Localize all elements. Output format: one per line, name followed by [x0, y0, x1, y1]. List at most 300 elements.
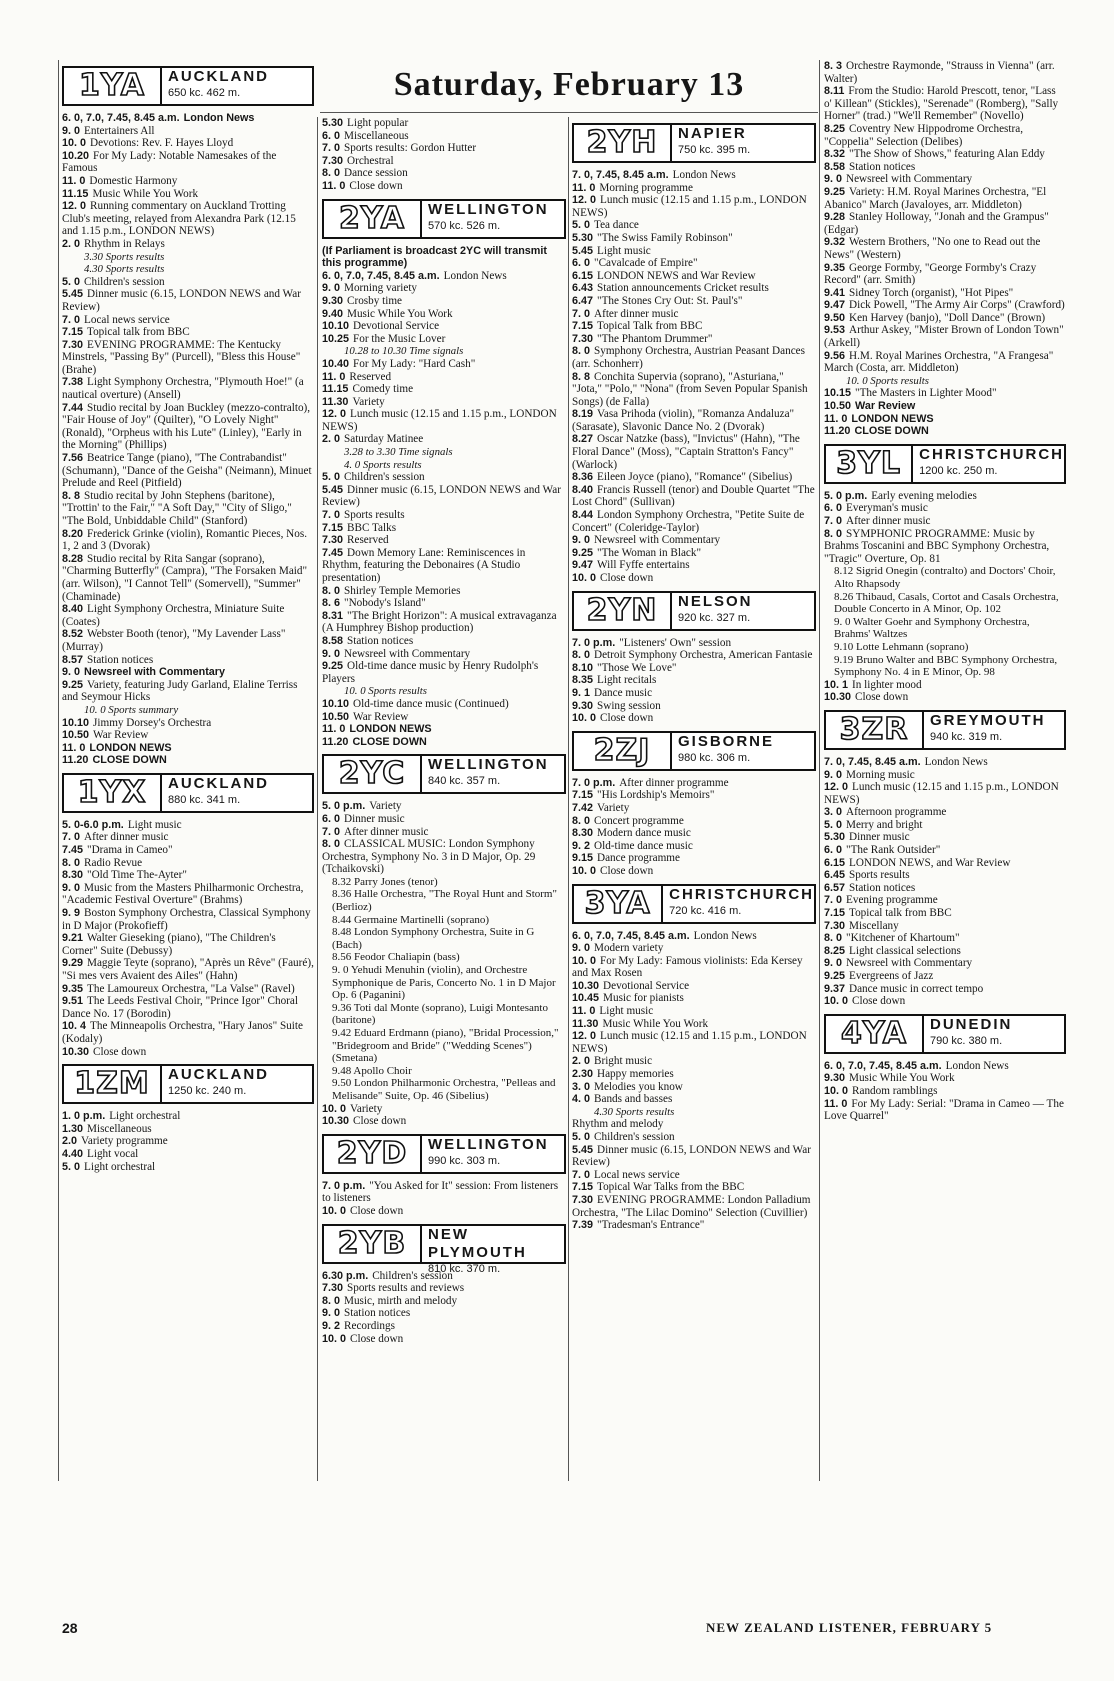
program-time: 5. 0 — [322, 471, 341, 484]
program-description: Morning music — [846, 768, 915, 781]
station-frequency: 720 kc. 416 m. — [669, 904, 742, 917]
program-description: Dance music — [594, 686, 653, 699]
station-info — [162, 68, 312, 104]
program-description: Topical talk from BBC — [87, 326, 190, 339]
program-item — [62, 200, 314, 238]
program-item — [824, 1085, 1066, 1098]
program-description: "The Rank Outsider" — [846, 844, 941, 857]
program-description: (If Parliament is broadcast 2YC will transmit this programme) — [322, 244, 548, 270]
program-item — [824, 769, 1066, 782]
program-time: 9.51 — [62, 995, 84, 1008]
program-time: 11. 0 — [62, 174, 86, 187]
program-description: Music While You Work — [602, 1017, 709, 1030]
program-description: London News — [945, 1059, 1009, 1072]
program-description: Music for pianists — [603, 992, 684, 1005]
program-item — [62, 490, 314, 528]
program-item — [62, 754, 314, 767]
program-item — [62, 288, 314, 313]
program-time: 10.10 — [322, 320, 350, 333]
program-description: Light music — [127, 818, 182, 831]
program-time: 7.42 — [572, 801, 594, 814]
program-item — [824, 262, 1066, 287]
program-time: 9. 0 — [62, 881, 81, 894]
sub-item: 9. 0 Walter Goehr and Symphony Orchestra, Brahms' Waltzes — [834, 615, 1030, 641]
program-time: 5.30 — [572, 231, 594, 244]
program-time: 9.37 — [824, 982, 846, 995]
program-time: 9. 2 — [572, 839, 591, 852]
program-description: Sports results — [849, 869, 910, 882]
program-item — [62, 112, 314, 125]
program-item — [824, 844, 1066, 857]
program-description: "Nobody's Island" — [344, 597, 426, 610]
station-frequency: 790 kc. 380 m. — [930, 1034, 1003, 1047]
program-item — [824, 869, 1066, 882]
program-time: 9. 0 — [824, 173, 843, 186]
program-item — [62, 1123, 314, 1136]
program-time: 10.30 — [322, 1115, 350, 1128]
program-description: Sports results — [344, 509, 405, 522]
program-description: Modern dance music — [597, 827, 691, 840]
program-description: Melodies you know — [594, 1080, 683, 1093]
program-description: Old-time dance music (Continued) — [353, 697, 509, 710]
program-time: 11. 0 — [824, 412, 848, 425]
program-item — [572, 1055, 816, 1068]
station-info — [162, 775, 312, 811]
station-header — [824, 710, 1066, 750]
program-item — [322, 117, 566, 130]
program-item — [572, 245, 816, 258]
program-item — [572, 1030, 816, 1055]
program-description: Lunch music (12.15 and 1.15 p.m., LONDON NEWS) — [322, 408, 557, 433]
program-item — [572, 1194, 816, 1219]
program-time: 7.56 — [62, 452, 84, 465]
program-time: 8.11 — [824, 85, 845, 98]
program-item — [322, 167, 566, 180]
program-time: 9. 0 — [322, 1307, 341, 1320]
program-item — [62, 603, 314, 628]
program-time: 6. 0 — [322, 812, 341, 825]
program-item — [824, 819, 1066, 832]
station-info — [162, 1066, 312, 1102]
program-description: Studio recital by Joan Buckley (mezzo-contralto), "Fair House of Joy" (Quilter), "O Lovely Night" (Ronald), "Orpheus with his Lute" (Linley), "Early in the Morning" (Phillips) — [62, 401, 311, 452]
program-item — [824, 211, 1066, 236]
program-item — [824, 299, 1066, 312]
program-description: Concert programme — [594, 814, 684, 827]
program-item — [62, 137, 314, 150]
program-time: 6.30 p.m. — [322, 1269, 369, 1282]
program-item — [322, 826, 566, 839]
program-description: Detroit Symphony Orchestra, American Fantasie — [594, 649, 813, 662]
program-time: 10. 0 — [322, 1204, 347, 1217]
program-time: 8. 0 — [824, 527, 843, 540]
program-description: Studio recital by John Stephens (baritone), "Trottin' to the Fair," "A Soft Day," "City of Sligo," "The Bold, Unbiddable Child" (Stanford) — [62, 489, 292, 527]
program-description: Francis Russell (tenor) and Double Quartet "The Lost Chord" (Sullivan) — [572, 483, 815, 509]
program-item — [824, 957, 1066, 970]
program-time: 8. 6 — [322, 597, 341, 610]
program-description: Close down — [855, 691, 909, 704]
program-description: Stanley Holloway, "Jonah and the Grampus" (Edgar) — [824, 211, 1049, 236]
program-time: 9.32 — [824, 236, 846, 249]
program-description: The Lamoureux Orchestra, "La Valse" (Ravel) — [87, 982, 295, 995]
program-time: 7.15 — [572, 320, 594, 333]
station-frequency: 990 kc. 303 m. — [428, 1154, 501, 1167]
program-time: 8.44 — [572, 509, 594, 522]
program-description: Close down — [600, 712, 654, 725]
program-time: 9.47 — [824, 299, 846, 312]
program-time: 7. 0 — [62, 313, 81, 326]
program-time: 6. 0 — [572, 257, 591, 270]
program-item — [62, 932, 314, 957]
sub-item: 8.32 Parry Jones (tenor) — [332, 875, 438, 888]
station-header — [824, 444, 1066, 484]
program-item — [322, 180, 566, 193]
program-time: 6.45 — [824, 869, 846, 882]
program-description: For My Lady: Famous violinists: Eda Kersey and Max Rosen — [572, 954, 803, 980]
program-time: 7.15 — [824, 907, 846, 920]
program-description: Vasa Prihoda (violin), "Romanza Andaluza" (Sarasate), Slavonic Dance No. 2 (Dvorak) — [572, 408, 795, 433]
program-description: Newsreel with Commentary — [846, 957, 973, 970]
program-description: LONDON NEWS, and War Review — [849, 856, 1011, 869]
program-item — [322, 838, 566, 876]
program-description: Close down — [93, 1045, 147, 1058]
program-description: Domestic Harmony — [89, 174, 178, 187]
program-item — [322, 270, 566, 283]
program-time: 7.30 — [322, 154, 344, 167]
program-time: 11. 0 — [62, 741, 86, 754]
program-time: 11.20 — [824, 425, 851, 438]
program-description: London News — [183, 112, 255, 124]
program-description: Walter Gieseking (piano), "The Children's Corner" Suite (Debussy) — [62, 932, 276, 957]
program-item — [322, 1103, 566, 1116]
program-time: 9. 2 — [322, 1319, 341, 1332]
station-city: WELLINGTON — [428, 1135, 549, 1153]
program-description: Light vocal — [87, 1147, 139, 1160]
program-description: Shirley Temple Memories — [344, 584, 461, 597]
program-item — [62, 238, 314, 251]
program-item — [824, 236, 1066, 261]
program-item — [572, 980, 816, 993]
program-item — [572, 572, 816, 585]
program-description: From the Studio: Harold Prescott, tenor, "Lass o' Killean" (Stickles), "Serenade" (Romberg), "Sally Horner" (trad.) "We'll Remember" (Novello) — [824, 85, 1059, 123]
program-time: 10. 0 — [62, 137, 87, 150]
program-item — [62, 188, 314, 201]
program-item — [824, 920, 1066, 933]
program-item — [572, 1219, 816, 1232]
program-time: 6. 0, 7.0, 7.45, 8.45 a.m. — [62, 112, 180, 124]
program-item — [62, 276, 314, 289]
program-item — [824, 287, 1066, 300]
program-description: Miscellany — [849, 919, 899, 932]
program-time: 8.36 — [572, 471, 594, 484]
program-item — [572, 1018, 816, 1031]
program-description: Beatrice Tange (piano), "The Contrabandist" (Schumann), "Dance of the Geisha" (Neimann), Minuet Prelude and Reel (Pitfield) — [62, 452, 312, 490]
program-time: 7.39 — [572, 1219, 594, 1232]
program-item — [572, 1081, 816, 1094]
program-item — [62, 831, 314, 844]
program-time: 7. 0 p.m. — [322, 1179, 366, 1192]
station-info — [422, 1225, 564, 1275]
sports-note: 3.30 Sports results — [84, 250, 165, 263]
page-title: Saturday, February 13 — [393, 66, 745, 103]
program-description: "The Bright Horizon": A musical extravaganza (A Humphrey Bishop production) — [322, 609, 557, 635]
program-item — [572, 194, 816, 219]
program-item — [572, 649, 816, 662]
program-time: 9. 9 — [62, 907, 81, 920]
program-description: "Tradesman's Entrance" — [597, 1219, 705, 1232]
program-time: 8. 8 — [572, 370, 591, 383]
program-time: 9.56 — [824, 349, 846, 362]
program-item — [322, 295, 566, 308]
program-item — [62, 326, 314, 339]
program-time: 6.57 — [824, 881, 846, 894]
program-description: After dinner programme — [619, 776, 729, 789]
program-time: 8.32 — [824, 148, 846, 161]
program-time: 7. 0 — [572, 1168, 591, 1181]
program-time: 8.20 — [62, 527, 84, 540]
program-description: Reserved — [349, 370, 392, 383]
station-call-sign: 1YX — [64, 775, 162, 811]
station-header — [322, 199, 566, 239]
program-description: Symphony Orchestra, Austrian Peasant Dances (arr. Schonherr) — [572, 345, 805, 370]
program-time: 10. 0 — [322, 1102, 347, 1115]
program-item — [322, 358, 566, 371]
program-time: 12. 0 — [572, 194, 597, 207]
program-time: 7.15 — [62, 326, 84, 339]
program-time: 2. 0 — [572, 1055, 591, 1068]
program-time: 8.35 — [572, 674, 594, 687]
station-info — [672, 125, 814, 161]
program-description: "The Woman in Black" — [597, 546, 702, 559]
program-description: For the Music Lover — [353, 332, 446, 345]
station-city: DUNEDIN — [930, 1015, 1013, 1033]
program-time: 5.45 — [572, 244, 594, 257]
program-item — [62, 844, 314, 857]
program-description: Close down — [852, 995, 906, 1008]
program-description: "Old Time The-Ayter" — [87, 869, 187, 882]
program-time: 7.45 — [322, 546, 344, 559]
program-description: Station notices — [347, 634, 414, 647]
program-time: 8.58 — [824, 160, 846, 173]
program-time: 7. 0 — [322, 509, 341, 522]
program-description: The Leeds Festival Choir, "Prince Igor" Choral Dance No. 17 (Borodin) — [62, 995, 298, 1020]
program-time: 7.30 — [572, 1193, 594, 1206]
program-item — [62, 1148, 314, 1161]
program-description: Variety programme — [81, 1135, 168, 1148]
program-item — [572, 320, 816, 333]
program-item — [572, 992, 816, 1005]
program-item — [62, 983, 314, 996]
program-time: 8. 0 — [572, 649, 591, 662]
program-description: SYMPHONIC PROGRAMME: Music by Brahms Toscanini and BBC Symphony Orchestra, "Tragic" Overture, Op. 81 — [824, 527, 1050, 565]
program-description: Devotional Service — [603, 979, 690, 992]
program-description: Light popular — [347, 117, 409, 129]
program-time: 6.43 — [572, 282, 594, 295]
program-description: "Those We Love" — [597, 661, 677, 674]
program-item — [322, 597, 566, 610]
program-time: 11.20 — [322, 735, 349, 748]
program-description: Old-time dance music by Henry Rudolph's Players — [322, 660, 539, 685]
station-info — [422, 756, 564, 792]
program-time: 7. 0 p.m. — [572, 776, 616, 789]
program-description: CLOSE DOWN — [352, 735, 427, 748]
program-time: 6. 0, 7.0, 7.45, 8.45 a.m. — [824, 1059, 942, 1072]
program-time: 7. 0 — [824, 894, 843, 907]
program-description: Entertainers All — [84, 124, 155, 137]
program-time: 2. 0 — [62, 237, 81, 250]
station-city: WELLINGTON — [428, 200, 549, 218]
program-item — [322, 484, 566, 509]
program-item — [824, 781, 1066, 806]
program-item — [322, 155, 566, 168]
program-description: Western Brothers, "No one to Read out the News" (Western) — [824, 236, 1041, 261]
program-time: 10.25 — [322, 332, 350, 345]
program-time: 7. 0 — [322, 142, 341, 155]
program-item — [824, 490, 1066, 503]
program-time: 5.30 — [322, 117, 344, 129]
program-item — [824, 1098, 1066, 1123]
program-item — [572, 1068, 816, 1081]
program-description: Newsreel with Commentary — [84, 666, 226, 679]
program-description: Arthur Askey, "Mister Brown of London Town" (Arkell) — [824, 324, 1064, 350]
station-city: AUCKLAND — [168, 68, 269, 85]
program-description: Topical talk from BBC — [849, 907, 952, 920]
program-item — [824, 400, 1066, 413]
program-description: "Kitchener of Khartoum" — [846, 932, 960, 945]
program-description: For My Lady: Notable Namesakes of the Famous — [62, 149, 277, 175]
program-time: 10.45 — [572, 992, 600, 1005]
program-description: EVENING PROGRAMME: London Palladium Orchestra, "The Lilac Domino" Selection (Cuvillier) — [572, 1193, 811, 1219]
program-item — [322, 433, 566, 446]
program-description: Local news service — [84, 313, 170, 326]
program-description: Dance programme — [597, 852, 680, 865]
program-description: Early evening melodies — [871, 489, 977, 502]
program-time: 4.40 — [62, 1147, 84, 1160]
program-item — [572, 408, 816, 433]
program-item — [322, 698, 566, 711]
program-item — [322, 800, 566, 813]
program-description: Newsreel with Commentary — [344, 647, 471, 660]
program-description: CLASSICAL MUSIC: London Symphony Orchestra, Symphony No. 3 in D Major, Op. 29 (Tchaikovski) — [322, 838, 536, 876]
program-item — [824, 882, 1066, 895]
program-description: Reserved — [347, 534, 389, 547]
program-time: 9. 0 — [322, 647, 341, 660]
program-description: Bright music — [594, 1055, 653, 1068]
station-header — [62, 773, 314, 813]
program-item — [62, 376, 314, 401]
program-description: Lunch music (12.15 and 1.15 p.m., LONDON NEWS) — [572, 194, 807, 219]
program-description: Light orchestral — [109, 1110, 181, 1123]
program-description: Dance session — [344, 167, 408, 180]
program-time: 10.30 — [572, 979, 600, 992]
program-time: 5. 0 — [62, 1160, 81, 1173]
station-call-sign: 2YC — [324, 756, 422, 792]
program-item — [824, 123, 1066, 148]
program-description: "The Phantom Drummer" — [597, 332, 713, 345]
program-time: 9.50 — [824, 311, 846, 324]
program-item — [824, 970, 1066, 983]
program-time: 7. 0 — [62, 831, 81, 844]
program-item — [572, 815, 816, 828]
program-time: 11.20 — [62, 754, 89, 767]
program-time: 12. 0 — [572, 1030, 597, 1043]
program-item — [824, 515, 1066, 528]
program-description: War Review — [93, 729, 149, 742]
column-3 — [572, 117, 816, 1232]
program-item — [824, 983, 1066, 996]
program-item — [62, 150, 314, 175]
station-frequency: 650 kc. 462 m. — [168, 87, 241, 99]
program-time: 9.21 — [62, 932, 84, 945]
program-description: Everyman's music — [846, 502, 928, 515]
program-description: BBC Talks — [347, 521, 397, 534]
station-city: AUCKLAND — [168, 774, 269, 792]
program-item — [824, 756, 1066, 769]
program-item — [322, 1180, 566, 1205]
program-time: 8. 8 — [62, 489, 81, 502]
program-description: Old-time dance music — [594, 839, 693, 852]
station-city: NELSON — [678, 592, 753, 610]
program-time: 6. 0 — [322, 129, 341, 142]
program-time: 9.28 — [824, 211, 846, 224]
program-time: 10. 4 — [62, 1020, 87, 1033]
program-item — [572, 232, 816, 245]
program-time: 9.47 — [572, 559, 594, 572]
sub-item: 9.48 Apollo Choir — [332, 1064, 412, 1077]
station-call-sign: 2YD — [324, 1136, 422, 1172]
station-call-sign: 3ZR — [826, 712, 924, 748]
program-time: 10. 0 — [322, 1332, 347, 1345]
program-time: 8. 3 — [824, 60, 843, 72]
program-time: 7.15 — [322, 521, 344, 534]
program-time: 8.28 — [62, 552, 84, 565]
program-time: 5.45 — [322, 483, 344, 496]
program-time: 8.57 — [62, 653, 84, 666]
program-time: 8.30 — [62, 869, 84, 882]
program-description: Miscellaneous — [344, 129, 409, 142]
program-time: 5.45 — [62, 288, 84, 301]
program-time: 7.15 — [572, 789, 594, 802]
program-item — [824, 831, 1066, 844]
program-item — [62, 1161, 314, 1174]
program-item — [572, 674, 816, 687]
station-header — [824, 1014, 1066, 1054]
program-time: 10. 0 — [824, 995, 849, 1008]
program-item — [322, 1205, 566, 1218]
program-description: Boston Symphony Orchestra, Classical Symphony in D Major (Prokofieff) — [62, 907, 311, 932]
program-description: Evergreens of Jazz — [849, 970, 934, 982]
sub-item: 8.56 Feodor Chaliapin (bass) — [332, 951, 460, 964]
program-item — [322, 723, 566, 736]
program-item — [572, 662, 816, 675]
program-time: 10. 0 — [572, 954, 597, 967]
program-item — [572, 930, 816, 943]
program-time: 6.15 — [572, 269, 594, 282]
program-description: Comedy time — [352, 383, 414, 396]
program-time: 11. 0 — [572, 181, 596, 194]
program-time: 1. 0 p.m. — [62, 1110, 106, 1123]
program-description: Random ramblings — [852, 1084, 938, 1097]
program-item — [322, 471, 566, 484]
program-time: 12. 0 — [824, 781, 849, 794]
program-item — [62, 1046, 314, 1059]
program-time: 7.30 — [322, 534, 344, 547]
program-time: 7. 0 — [322, 825, 341, 838]
station-city: NAPIER — [678, 125, 747, 142]
program-time: 5.30 — [824, 831, 846, 844]
program-item — [322, 1307, 566, 1320]
program-time: 4. 0 — [572, 1093, 591, 1106]
program-item — [572, 345, 816, 370]
